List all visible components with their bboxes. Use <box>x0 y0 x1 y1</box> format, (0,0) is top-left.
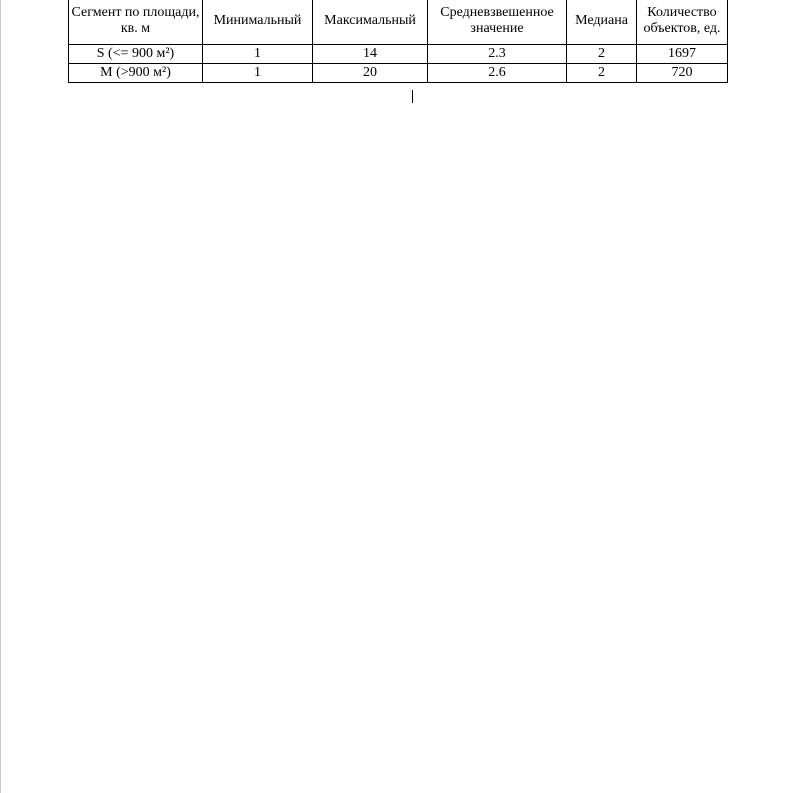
cell-maximum: 14 <box>313 45 428 64</box>
cell-minimum: 1 <box>203 45 313 64</box>
page-left-edge <box>0 0 1 793</box>
header-median: Медиана <box>567 0 637 45</box>
header-object-count: Количество объектов, ед. <box>637 0 728 45</box>
cell-object-count: 720 <box>637 64 728 83</box>
cell-object-count: 1697 <box>637 45 728 64</box>
header-segment: Сегмент по площади, кв. м <box>69 0 203 45</box>
table-row <box>69 45 728 64</box>
header-weighted-average: Средневзвешенное значение <box>428 0 567 45</box>
cell-minimum: 1 <box>203 64 313 83</box>
cell-median: 2 <box>567 45 637 64</box>
cell-weighted-average: 2.3 <box>428 45 567 64</box>
header-minimum: Минимальный <box>203 0 313 45</box>
table-header-row <box>69 0 728 45</box>
cell-maximum: 20 <box>313 64 428 83</box>
cell-median: 2 <box>567 64 637 83</box>
cell-segment: M (>900 м²) <box>69 64 203 83</box>
cell-weighted-average: 2.6 <box>428 64 567 83</box>
segment-statistics-table <box>68 0 728 83</box>
text-cursor <box>412 90 413 103</box>
header-maximum: Максимальный <box>313 0 428 45</box>
document-table-container <box>68 0 728 83</box>
table-row <box>69 64 728 83</box>
cell-segment: S (<= 900 м²) <box>69 45 203 64</box>
